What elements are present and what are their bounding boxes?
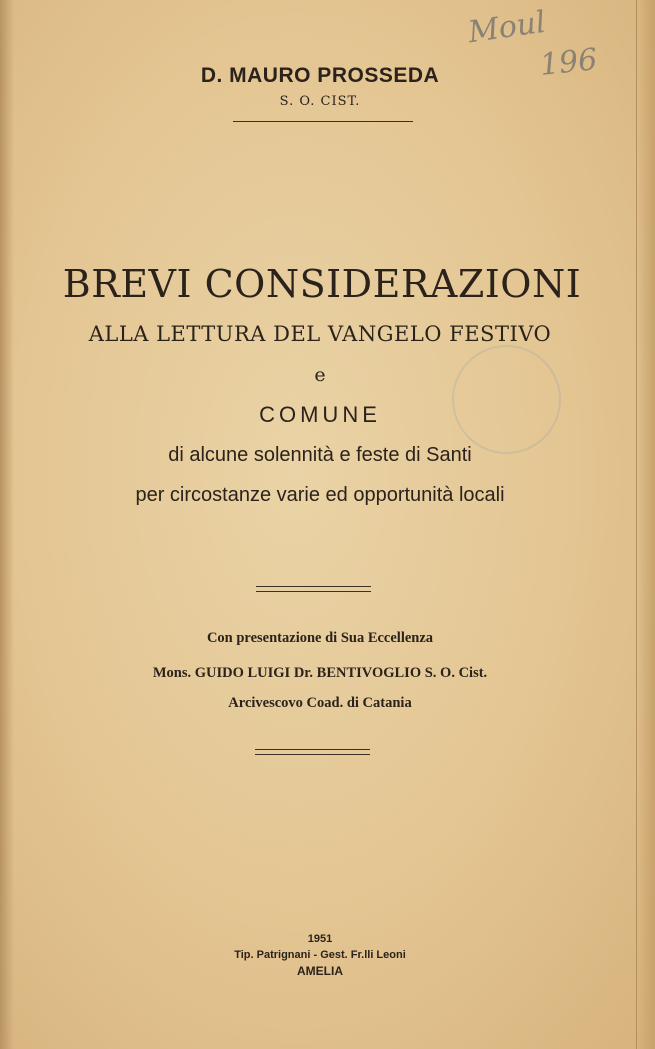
subtitle-conjunction: e [314,364,326,386]
double-rule-bottom-2 [255,754,370,755]
imprint-printer: Tip. Patrignani - Gest. Fr.lli Leoni [234,949,406,961]
page-right-edge [636,0,655,1049]
double-rule-top-2 [255,749,370,750]
divider [233,121,413,122]
imprint-city: AMELIA [297,964,343,978]
page-left-edge [0,0,14,1049]
presentation-line-1: Con presentazione di Sua Eccellenza [206,630,434,646]
imprint-year: 1951 [307,933,333,945]
subtitle-line-3: di alcune solennità e feste di Santi [168,444,472,466]
handwritten-note: Moul [465,4,548,51]
faded-stamp [452,345,561,454]
double-rule-top [256,586,371,587]
author: D. MAURO PROSSEDA [200,64,440,87]
subtitle-line-1: ALLA LETTURA DEL VANGELO FESTIVO [88,322,552,346]
presentation-line-2: Mons. GUIDO LUIGI Dr. BENTIVOGLIO S. O. Cist. [152,665,488,681]
subtitle-line-4: per circostanze varie ed opportunità locali [135,484,505,506]
double-rule-bottom [256,591,371,592]
subtitle-line-2: COMUNE [259,402,381,427]
handwritten-number: 196 [538,42,599,83]
author-order: S. O. CIST. [279,94,361,109]
presentation-line-3: Arcivescovo Coad. di Catania [228,695,412,711]
book-title: BREVI CONSIDERAZIONI [62,262,582,306]
